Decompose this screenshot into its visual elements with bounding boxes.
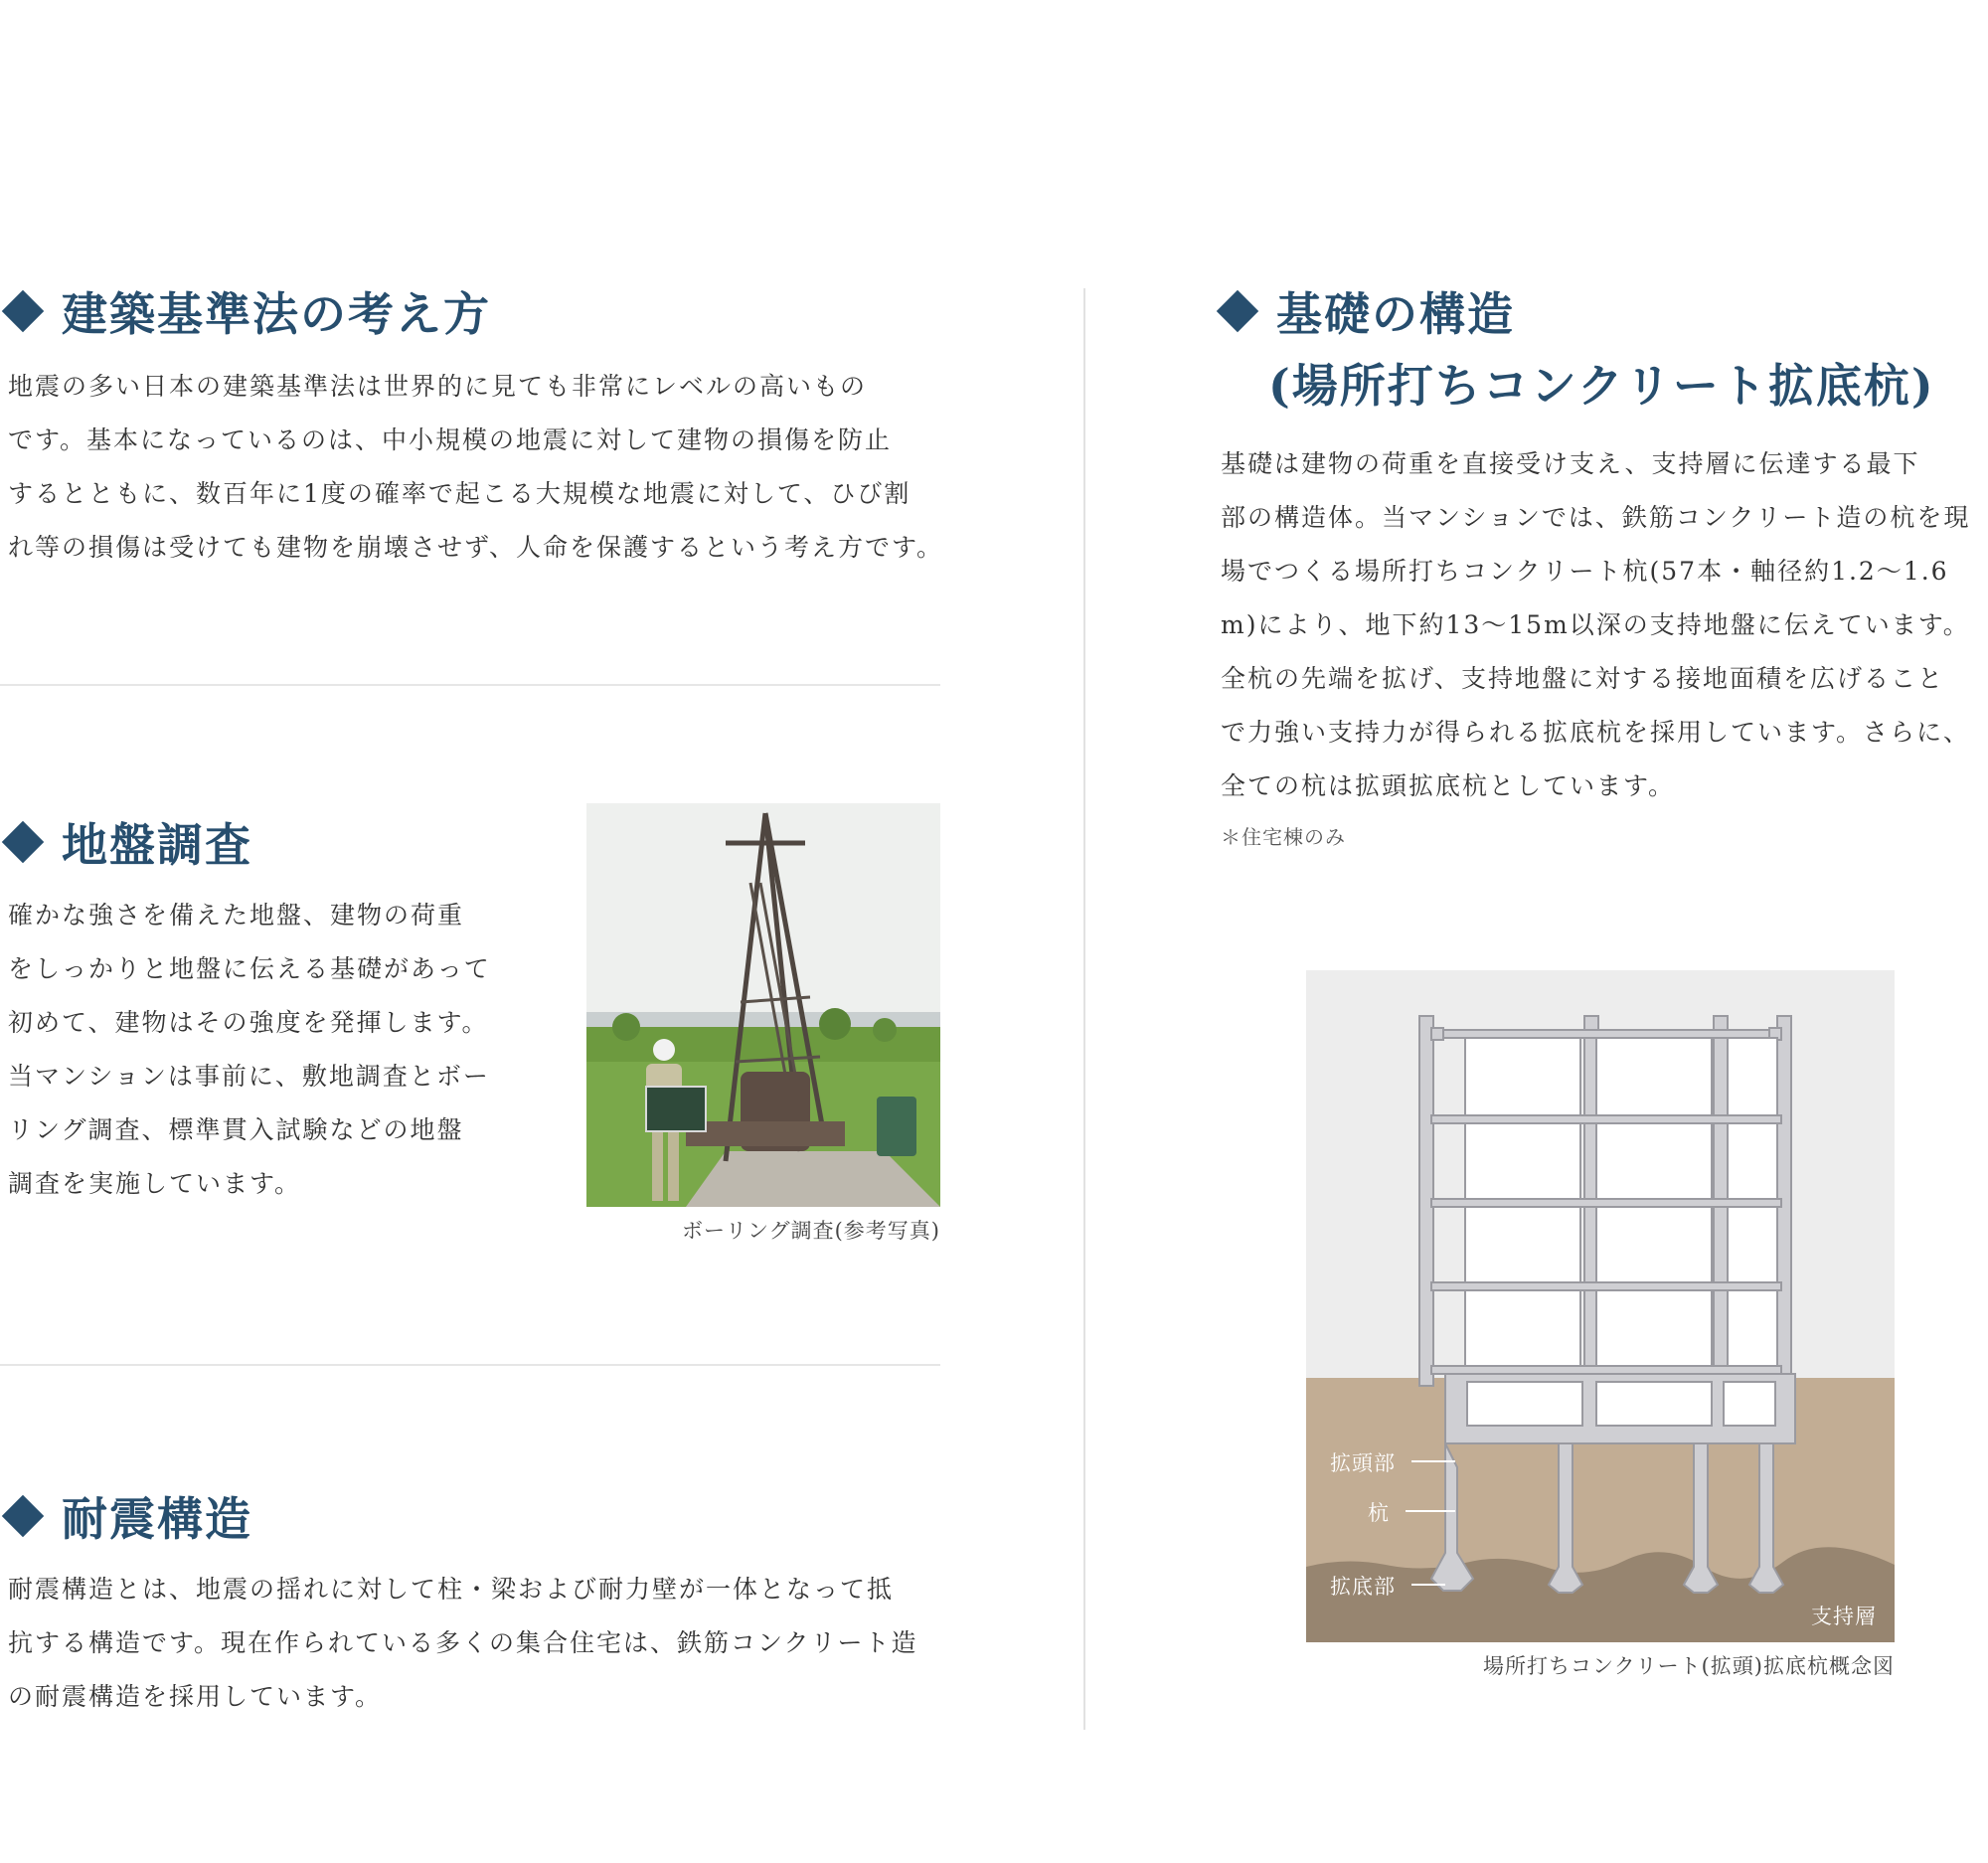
building-law-body <box>8 360 962 575</box>
heading-foundation <box>1215 278 1515 344</box>
section-divider <box>0 684 940 686</box>
text-line: 部の構造体。当マンションでは、鉄筋コンクリート造の杭を現 <box>1221 503 1971 532</box>
text-line: 場でつくる場所打ちコンクリート杭(57本・軸径約1.2〜1.6 <box>1221 557 1949 586</box>
text-line: をしっかりと地盤に伝える基礎があって <box>8 954 491 983</box>
text-line: 調査を実施しています。 <box>8 1169 302 1198</box>
heading-ground-survey-text: 地盤調査 <box>62 818 252 872</box>
photo-caption: ボーリング調査(参考写真) <box>682 1219 940 1243</box>
text-line: 確かな強さを備えた地盤、建物の荷重 <box>8 901 465 930</box>
text-line: するとともに、数百年に1度の確率で起こる大規模な地震に対して、ひび割 <box>8 479 911 508</box>
pile-diagram-svg <box>1306 970 1895 1642</box>
foundation-body <box>1221 437 1988 813</box>
heading-foundation-subtitle: (場所打ちコンクリート拡底杭) <box>1268 359 1935 413</box>
heading-foundation-text: 基礎の構造 <box>1276 287 1515 341</box>
label-pile: 杭 <box>1368 1501 1390 1525</box>
diamond-bullet-icon <box>2 1495 44 1537</box>
diamond-bullet-icon <box>1217 290 1258 332</box>
text-line: m)により、地下約13〜15m以深の支持地盤に伝えています。 <box>1221 610 1970 639</box>
heading-building-law <box>0 278 491 344</box>
text-line: 全杭の先端を拡げ、支持地盤に対する接地面積を広げること <box>1221 664 1945 693</box>
text-line: 地震の多い日本の建築基準法は世界的に見ても非常にレベルの高いもの <box>8 372 868 401</box>
seismic-structure-body <box>8 1563 962 1724</box>
text-line: リング調査、標準貫入試験などの地盤 <box>8 1115 464 1144</box>
ground-survey-body <box>8 889 545 1211</box>
text-line: です。基本になっているのは、中小規模の地震に対して建物の損傷を防止 <box>8 425 893 454</box>
boring-survey-photo <box>586 803 940 1207</box>
heading-seismic-structure-text: 耐震構造 <box>62 1492 252 1546</box>
foundation-body-clip <box>1221 437 1988 815</box>
label-bearing-layer: 支持層 <box>1811 1605 1877 1628</box>
diamond-bullet-icon <box>2 290 44 332</box>
label-pile-base: 拡底部 <box>1330 1575 1396 1599</box>
text-line: 基礎は建物の荷重を直接受け支え、支持層に伝達する最下 <box>1221 449 1920 478</box>
text-line: 全ての杭は拡頭拡底杭としています。 <box>1221 771 1676 800</box>
section-divider <box>0 1364 940 1366</box>
text-line: 初めて、建物はその強度を発揮します。 <box>8 1008 489 1037</box>
column-divider <box>1083 288 1085 1730</box>
text-line: 当マンションは事前に、敷地調査とボー <box>8 1062 490 1091</box>
text-line: 耐震構造とは、地震の揺れに対して柱・梁および耐力壁が一体となって抵 <box>8 1575 895 1604</box>
heading-building-law-text: 建築基準法の考え方 <box>62 287 491 341</box>
label-pile-head: 拡頭部 <box>1330 1451 1396 1475</box>
text-line: で力強い支持力が得られる拡底杭を採用しています。さらに、 <box>1221 718 1971 747</box>
diagram-caption: 場所打ちコンクリート(拡頭)拡底杭概念図 <box>1483 1654 1895 1678</box>
diamond-bullet-icon <box>2 821 44 863</box>
footnote: ＊住宅棟のみ <box>1221 825 1346 849</box>
text-line: の耐震構造を採用しています。 <box>8 1682 383 1711</box>
text-line: れ等の損傷は受けても建物を崩壊させず、人命を保護するという考え方です。 <box>8 533 944 562</box>
heading-ground-survey <box>0 809 252 875</box>
text-line: 抗する構造です。現在作られている多くの集合住宅は、鉄筋コンクリート造 <box>8 1628 918 1657</box>
pile-foundation-diagram <box>1306 970 1895 1642</box>
heading-seismic-structure <box>0 1483 252 1549</box>
